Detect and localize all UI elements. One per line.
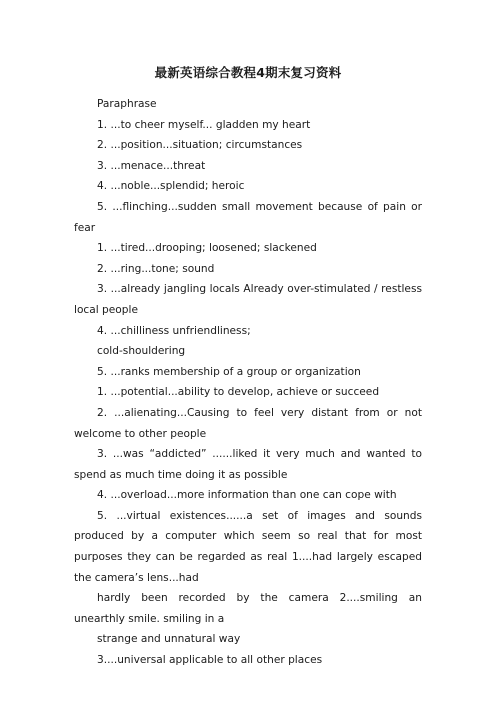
paragraph: 2. ...position...situation; circumstances <box>97 139 303 152</box>
document-title: 最新英语综合教程4期末复习资料 <box>154 65 342 80</box>
paragraph-heading: Paraphrase <box>97 98 157 110</box>
paragraph: 3. ...already jangling locals Already over-stimulated / restless local people <box>74 283 422 316</box>
paragraph: 5. ...flinching...sudden small movement because of pain or fear <box>74 200 422 234</box>
paragraph: 2. ...alienating...Causing to feel very distant from or not welcome to other people <box>74 406 422 440</box>
paragraph: 3. ...menace...threat <box>97 159 206 172</box>
paragraph: 4. ...overload...more information than one can cope with <box>97 489 397 502</box>
paragraph: strange and unnatural way <box>97 633 241 646</box>
paragraph: 1. ...tired...drooping; loosened; slackened <box>97 242 317 255</box>
paragraph: cold-shouldering <box>97 345 186 358</box>
paragraph: 3....universal applicable to all other places <box>97 654 323 667</box>
paragraph: 4. ...chilliness unfriendliness; <box>97 324 251 337</box>
paragraph: 1. ...to cheer myself... gladden my heart <box>97 118 311 131</box>
paragraph: 5. ...virtual existences......a set of images and sounds produced by a computer which seem so real that for most purposes they can be regarded as real 1....had largely escaped the camera’s lens...had <box>74 509 422 584</box>
paragraph: 4. ...noble...splendid; heroic <box>97 180 245 193</box>
paragraph: 1. ...potential...ability to develop, achieve or succeed <box>97 386 380 399</box>
document-body <box>74 94 422 671</box>
paragraph: 3. ...was “addicted” ......liked it very much and wanted to spend as much time doing it as possible <box>74 448 422 481</box>
paragraph: 5. ...ranks membership of a group or organization <box>97 365 361 378</box>
paragraph: 2. ...ring...tone; sound <box>97 262 215 275</box>
paragraph: hardly been recorded by the camera 2....smiling an unearthly smile. smiling in a <box>74 592 422 625</box>
